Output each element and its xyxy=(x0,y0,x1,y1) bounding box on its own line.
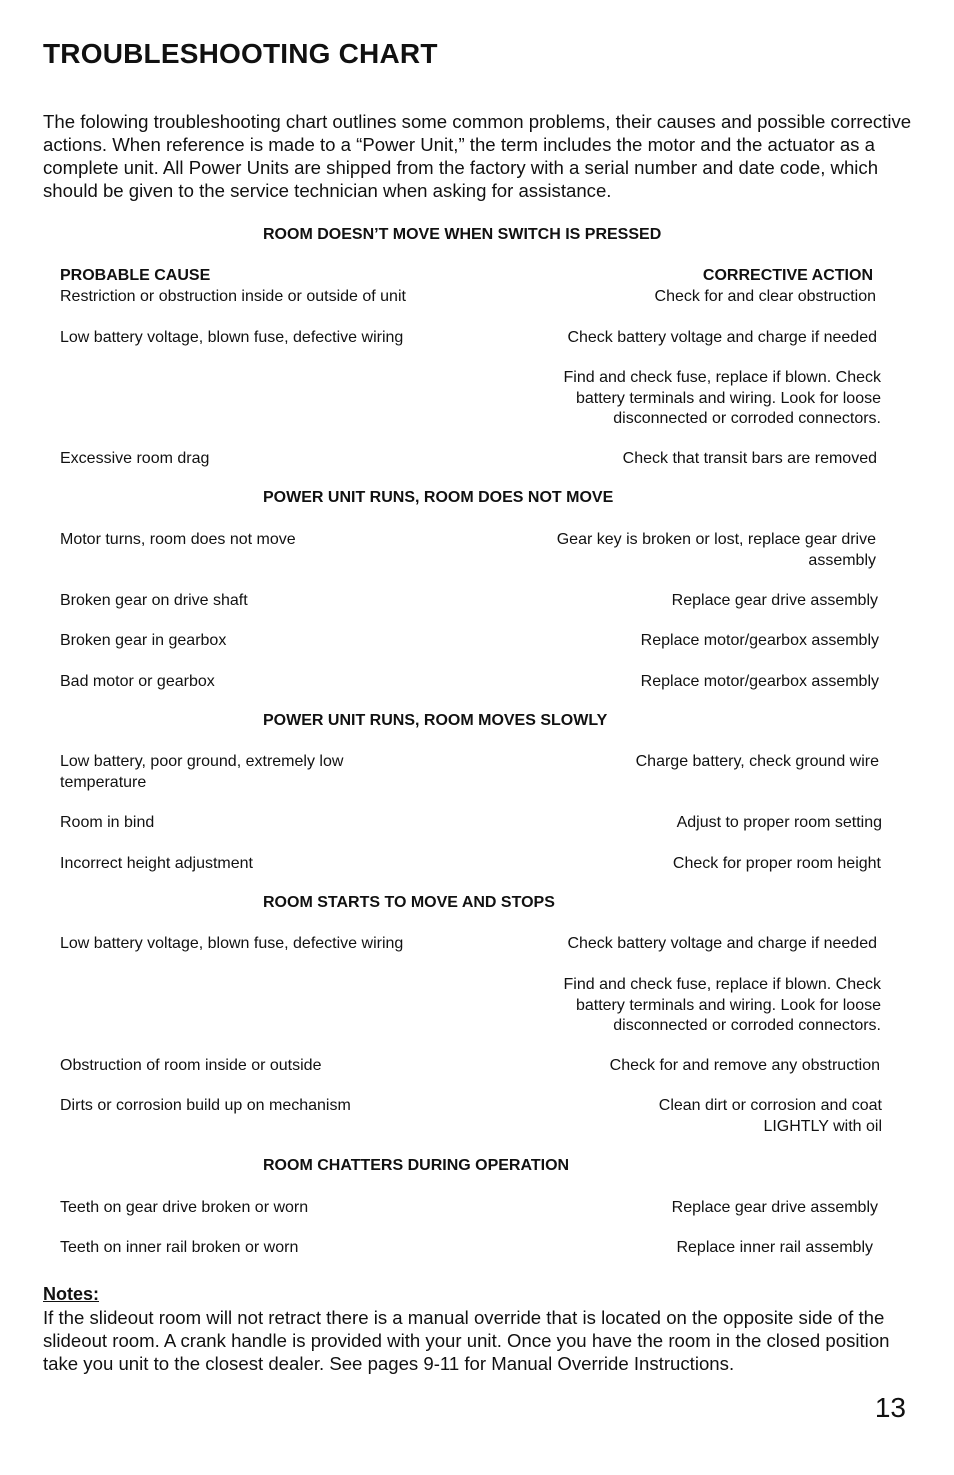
probable-cause: Low battery voltage, blown fuse, defective wiring xyxy=(60,329,404,346)
corrective-action: Check battery voltage and charge if needed xyxy=(567,329,877,346)
corrective-action: Check for proper room height xyxy=(672,855,881,872)
probable-cause: Room in bind xyxy=(60,814,155,831)
corrective-action: Check that transit bars are removed xyxy=(622,450,877,467)
corrective-action: Replace motor/gearbox assembly xyxy=(640,673,879,690)
probable-cause: Dirts or corrosion build up on mechanism xyxy=(60,1097,351,1114)
notes-label: Notes: xyxy=(43,1284,100,1304)
section-heading: ROOM CHATTERS DURING OPERATION xyxy=(263,1157,570,1174)
probable-cause: Bad motor or gearbox xyxy=(60,673,215,690)
corrective-action: Find and check fuse, replace if blown. Check battery terminals and wiring. Look for loose disconnected or corroded connectors. xyxy=(563,369,881,427)
corrective-action: Charge battery, check ground wire xyxy=(635,753,879,770)
probable-cause: Broken gear in gearbox xyxy=(60,632,227,649)
probable-cause: Obstruction of room inside or outside xyxy=(60,1057,322,1074)
section-heading: ROOM STARTS TO MOVE AND STOPS xyxy=(263,894,555,911)
corrective-action: Replace inner rail assembly xyxy=(676,1239,873,1256)
corrective-action: Replace gear drive assembly xyxy=(671,592,878,609)
page-title: TROUBLESHOOTING CHART xyxy=(43,38,438,69)
section-heading: POWER UNIT RUNS, ROOM MOVES SLOWLY xyxy=(263,712,608,729)
corrective-action: Check battery voltage and charge if needed xyxy=(567,935,877,952)
probable-cause: Low battery, poor ground, extremely low temperature xyxy=(60,753,344,791)
intro-paragraph: The folowing troubleshooting chart outlines some common problems, their causes and possible corrective actions. When reference is made to a “Power Unit,” the term includes the motor and the actuator as a complete unit. All Power Units are shipped from the factory with a serial number and date code, which should be given to the service technician when asking for assistance. xyxy=(43,111,912,201)
page-number: 13 xyxy=(874,1392,906,1423)
section-heading: POWER UNIT RUNS, ROOM DOES NOT MOVE xyxy=(263,489,614,506)
corrective-action: Gear key is broken or lost, replace gear drive assembly xyxy=(556,531,876,569)
column-header-cause: PROBABLE CAUSE xyxy=(60,267,211,284)
probable-cause: Broken gear on drive shaft xyxy=(60,592,248,609)
probable-cause: Incorrect height adjustment xyxy=(60,855,253,872)
probable-cause: Teeth on inner rail broken or worn xyxy=(60,1239,299,1256)
corrective-action: Replace gear drive assembly xyxy=(671,1199,878,1216)
corrective-action: Check for and clear obstruction xyxy=(654,288,876,305)
corrective-action: Check for and remove any obstruction xyxy=(609,1057,880,1074)
column-header-action: CORRECTIVE ACTION xyxy=(702,267,873,284)
probable-cause: Teeth on gear drive broken or worn xyxy=(60,1199,309,1216)
corrective-action: Replace motor/gearbox assembly xyxy=(640,632,879,649)
probable-cause: Motor turns, room does not move xyxy=(60,531,296,548)
corrective-action: Find and check fuse, replace if blown. Check battery terminals and wiring. Look for loose disconnected or corroded connectors. xyxy=(563,976,881,1034)
probable-cause: Excessive room drag xyxy=(60,450,210,467)
corrective-action: Clean dirt or corrosion and coat LIGHTLY with oil xyxy=(658,1097,882,1135)
probable-cause: Restriction or obstruction inside or outside of unit xyxy=(60,288,406,305)
corrective-action: Adjust to proper room setting xyxy=(676,814,882,831)
probable-cause: Low battery voltage, blown fuse, defective wiring xyxy=(60,935,404,952)
section-heading: ROOM DOESN’T MOVE WHEN SWITCH IS PRESSED xyxy=(263,226,662,243)
notes-text: If the slideout room will not retract there is a manual override that is located on the opposite side of the slideout room. A crank handle is provided with your unit. Once you have the room in the closed position take you unit to the closest dealer. See pages 9-11 for Manual Override Instructions. xyxy=(43,1307,890,1374)
